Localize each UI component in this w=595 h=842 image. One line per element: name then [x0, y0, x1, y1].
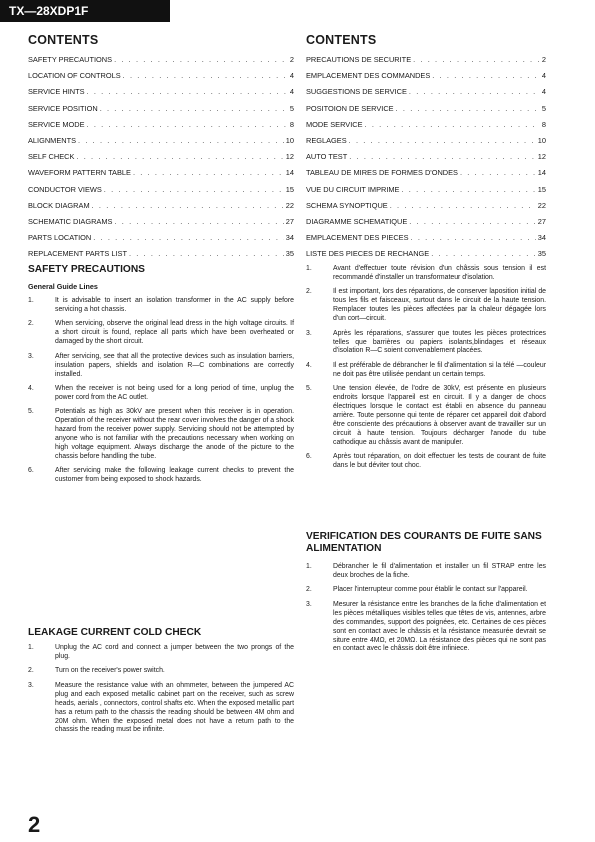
- toc-entry-page: 2: [541, 55, 546, 64]
- contents-title-fr: CONTENTS: [306, 33, 377, 47]
- toc-entry-label: REPLACEMENT PARTS LIST: [28, 249, 127, 259]
- numbered-item: [28, 408, 294, 461]
- toc-entry-label: LISTE DES PIECES DE RECHANGE: [306, 249, 430, 259]
- toc-entry-page: 5: [541, 103, 546, 113]
- toc-entry-label: SCHEMATIC DIAGRAMS: [28, 216, 113, 226]
- numbered-item: [306, 362, 546, 380]
- item-number: 1.: [28, 297, 34, 304]
- toc-entry-label: SERVICE HINTS: [28, 87, 85, 97]
- toc-dot-leader: [104, 185, 284, 194]
- toc-entry: [306, 120, 546, 136]
- toc-entry-label: SAFETY PRECAUTIONS: [28, 55, 113, 64]
- numbered-item: [28, 385, 294, 403]
- toc-entry: [306, 217, 546, 233]
- numbered-item: [28, 320, 294, 347]
- safety-precautions-heading: SAFETY PRECAUTIONS: [28, 264, 145, 275]
- toc-entry-page: 8: [289, 119, 294, 129]
- item-number: 6.: [306, 453, 312, 461]
- item-number: 1.: [306, 563, 312, 570]
- toc-entry: [306, 168, 546, 184]
- toc-entry-page: 15: [537, 184, 546, 194]
- toc-dot-leader: [396, 104, 540, 113]
- item-number: 2.: [306, 586, 312, 594]
- toc-entry-page: 27: [537, 216, 546, 226]
- toc-entry: [306, 55, 546, 71]
- item-number: 4.: [306, 361, 312, 369]
- toc-dot-leader: [123, 71, 288, 80]
- general-guide-lines-heading: General Guide Lines: [28, 282, 98, 291]
- toc-entry-label: ALIGNMENTS: [28, 135, 77, 145]
- safety-precautions-list: [28, 297, 294, 491]
- verification-list: [306, 563, 546, 660]
- toc-entry: [28, 249, 294, 265]
- numbered-item: [28, 667, 294, 676]
- toc-entry: [306, 71, 546, 87]
- toc-entry-label: REGLAGES: [306, 135, 347, 145]
- item-number: 3.: [306, 600, 312, 608]
- toc-entry-label: EMPLACEMENT DES PIECES: [306, 233, 409, 243]
- item-number: 4.: [28, 385, 34, 393]
- toc-entry-label: POSITOION DE SERVICE: [306, 103, 394, 113]
- toc-entry-label: SELF CHECK: [28, 152, 75, 162]
- toc-entry: [306, 152, 546, 168]
- toc-entry-label: SCHEMA SYNOPTIQUE: [306, 200, 388, 210]
- toc-entry-page: 22: [285, 200, 294, 210]
- toc-dot-leader: [409, 217, 535, 226]
- toc-entry-page: 5: [289, 103, 294, 113]
- toc-dot-leader: [114, 55, 288, 64]
- toc-entry: [306, 201, 546, 217]
- numbered-item: [28, 353, 294, 380]
- toc-dot-leader: [76, 152, 283, 161]
- toc-entry-page: 10: [537, 135, 546, 145]
- numbered-item: [306, 601, 546, 654]
- toc-entry-page: 4: [289, 87, 294, 97]
- toc-entry-label: TABLEAU DE MIRES DE FORMES D'ONDES: [306, 168, 458, 178]
- toc-dot-leader: [87, 87, 288, 96]
- item-number: 2.: [28, 320, 34, 328]
- page-number: 2: [28, 812, 41, 837]
- toc-dot-leader: [365, 120, 540, 129]
- contents-title-en: CONTENTS: [28, 33, 99, 47]
- toc-entry-page: 15: [285, 184, 294, 194]
- toc-entry: [28, 104, 294, 120]
- numbered-item: [306, 563, 546, 581]
- toc-entry-label: SUGGESTIONS DE SERVICE: [306, 87, 407, 97]
- toc-entry-page: 4: [541, 71, 546, 81]
- numbered-item: [28, 644, 294, 662]
- item-number: 3.: [28, 352, 34, 360]
- toc-entry-label: CONDUCTOR VIEWS: [28, 184, 102, 194]
- toc-entry-page: 27: [285, 216, 294, 226]
- toc-dot-leader: [133, 168, 284, 177]
- table-of-contents-fr: [306, 55, 546, 265]
- item-number: 2.: [306, 288, 312, 296]
- model-number-tab: [0, 0, 170, 22]
- toc-entry: [28, 120, 294, 136]
- toc-entry: [306, 185, 546, 201]
- toc-entry: [28, 185, 294, 201]
- numbered-item: [28, 297, 294, 315]
- toc-entry-label: SERVICE MODE: [28, 119, 85, 129]
- toc-dot-leader: [92, 201, 284, 210]
- numbered-item: [28, 682, 294, 735]
- toc-entry-page: 22: [537, 200, 546, 210]
- item-text: Après les réparations, s'assurer que toutes les pièces protectrices telles que barrières ou papiers isolants,blindages et réseaux d'isolation R—C soient convenablement placées.: [333, 329, 546, 355]
- item-text: Débrancher le fil d'alimentation et installer un fil STRAP entre les deux broches de la fiche.: [333, 563, 546, 579]
- numbered-item: [306, 330, 546, 357]
- leakage-current-heading: LEAKAGE CURRENT COLD CHECK: [28, 627, 202, 638]
- item-text: Une tension élevée, de l'odre de 30kV, est présente en plusieurs endroits lorsque l'appareil est en circuit. Il y a danger de chocs électriques lorsque le contact est établi en absence du panneau arrière. Toute personne qui tente de réparer cet appareil doit d'abord être consciente des précautions à observer avant de travailler sur un circuit à haute tension. Toujours décharger l'anode du tube cathodique au châssis avant de manipuler.: [333, 385, 546, 446]
- item-text: Turn on the receiver's power switch.: [55, 667, 165, 675]
- toc-entry: [28, 152, 294, 168]
- numbered-item: [306, 453, 546, 471]
- item-number: 3.: [306, 329, 312, 337]
- toc-entry-label: SERVICE POSITION: [28, 103, 98, 113]
- toc-entry-page: 35: [537, 249, 546, 259]
- table-of-contents-en: [28, 55, 294, 265]
- toc-dot-leader: [460, 168, 536, 177]
- precautions-securite-list: [306, 265, 546, 477]
- numbered-item: [306, 586, 546, 595]
- toc-dot-leader: [431, 249, 536, 258]
- toc-entry-label: AUTO TEST: [306, 152, 348, 162]
- toc-entry: [28, 233, 294, 249]
- toc-entry: [306, 87, 546, 103]
- toc-dot-leader: [349, 152, 536, 161]
- toc-dot-leader: [390, 201, 536, 210]
- verification-heading: VERIFICATION DES COURANTS DE FUITE SANS ALIMENTATION: [306, 531, 542, 554]
- item-text: Avant d'effectuer toute révision d'un châssis sous tension il est recommandé d'installer un transformateur d'isolation.: [333, 265, 546, 281]
- item-text: Il est préférable de débrancher le fil d'alimentation si la télé —couleur ne doit pas être utilisée pendant un certain temps.: [333, 361, 546, 378]
- item-number: 2.: [28, 667, 34, 675]
- item-text: When the receiver is not being used for a long period of time, unplug the power cord from the AC outlet.: [55, 385, 294, 401]
- toc-entry-page: 14: [285, 168, 294, 178]
- toc-entry-page: 4: [541, 87, 546, 97]
- item-text: Mesurer la résistance entre les branches de la fiche d'alimentation et les pièces métalliques visibles telles que têtes de vis, antennes, arbre des commandes, support des poignées, etc. Certaines de ces pièces sont en contact avec le châssis et la résistance measurée devrait se siture entre 4MΩ, et 20MΩ. La résistance des pièces qui ne sont pas en contact avec le châssis doit être infiniece.: [333, 600, 546, 653]
- toc-entry: [28, 71, 294, 87]
- numbered-item: [28, 467, 294, 485]
- toc-entry-label: PRECAUTIONS DE SECURITE: [306, 55, 412, 64]
- toc-entry: [306, 104, 546, 120]
- toc-dot-leader: [129, 249, 284, 258]
- toc-entry-page: 12: [537, 152, 546, 162]
- toc-entry: [28, 55, 294, 71]
- numbered-item: [306, 385, 546, 447]
- item-number: 1.: [28, 644, 34, 651]
- item-number: 3.: [28, 681, 34, 689]
- toc-entry-page: 35: [285, 249, 294, 259]
- item-number: 6.: [28, 467, 34, 475]
- item-text: It is advisable to insert an isolation transformer in the AC supply before servicing a hot chassis.: [55, 297, 294, 313]
- toc-entry-page: 10: [285, 135, 294, 145]
- numbered-item: [306, 265, 546, 283]
- item-text: Unplug the AC cord and connect a jumper between the two prongs of the plug.: [55, 644, 294, 660]
- toc-entry-label: BLOCK DIAGRAM: [28, 200, 90, 210]
- toc-entry: [306, 233, 546, 249]
- toc-dot-leader: [93, 233, 284, 242]
- toc-entry: [28, 87, 294, 103]
- item-text: Potentials as high as 30kV are present when this receiver is in operation. Operation of the receiver without the rear cover involves the danger of a shock hazard from the receiver power supply. Servicing should not be attempted by anyone who is not familiar with the precautions necessary when working on high voltage equipment. Always discharge the anode of the picture to the chassis before handling the tube.: [55, 408, 295, 460]
- toc-entry-page: 14: [537, 168, 546, 178]
- toc-dot-leader: [409, 87, 540, 96]
- toc-entry: [28, 201, 294, 217]
- toc-dot-leader: [411, 233, 536, 242]
- toc-entry-page: 2: [289, 55, 294, 64]
- toc-dot-leader: [87, 120, 288, 129]
- item-text: Il est important, lors des réparations, de conserver laposition initial de tous les fils et faisceaux, surtout dans le circuit de la haute tension. Remplacer toutes les pièces affectées par la chaleur dégagée lors d'un cort—circuit.: [333, 288, 546, 323]
- toc-entry: [306, 249, 546, 265]
- toc-entry-label: LOCATION OF CONTROLS: [28, 71, 121, 81]
- toc-entry-page: 34: [537, 233, 546, 243]
- toc-entry-label: VUE DU CIRCUIT IMPRIME: [306, 184, 400, 194]
- toc-dot-leader: [114, 217, 283, 226]
- item-text: After servicing make the following leakage current checks to prevent the customer from being exposed to shock hazards.: [55, 467, 294, 484]
- item-text: When servicing, observe the original lead dress in the high voltage circuits. If a short circuit is found, replace all parts which have been overheated or damaged by the short circuit.: [55, 320, 294, 346]
- toc-entry-label: WAVEFORM PATTERN TABLE: [28, 168, 131, 178]
- model-number: TX—28XDP1F: [9, 4, 89, 18]
- toc-entry-label: MODE SERVICE: [306, 119, 363, 129]
- toc-entry: [28, 217, 294, 233]
- toc-entry-page: 12: [285, 152, 294, 162]
- item-number: 5.: [28, 408, 34, 416]
- toc-dot-leader: [100, 104, 288, 113]
- toc-entry-page: 8: [541, 119, 546, 129]
- toc-dot-leader: [413, 55, 540, 64]
- toc-entry: [28, 136, 294, 152]
- toc-entry-page: 34: [285, 233, 294, 243]
- item-text: Measure the resistance value with an ohmmeter, between the jumpered AC plug and each exposed metallic cabinet part on the receiver, such as screw heads, aerials , connectors, control shafts etc. When the exposed metallic part has a return path to the chassis the reading should be between 4M ohm and 20M ohm. When the exposed metal does not have a return path to the chassis the reading must be infinite.: [55, 681, 294, 734]
- toc-dot-leader: [349, 136, 536, 145]
- item-text: After servicing, see that all the protective devices such as insulation barriers, insulation papers, shields and isolation R—C combinations are correctly installed.: [55, 352, 294, 378]
- toc-entry: [28, 168, 294, 184]
- toc-entry-label: EMPLACEMENT DES COMMANDES: [306, 71, 431, 81]
- toc-entry: [306, 136, 546, 152]
- toc-entry-page: 4: [289, 71, 294, 81]
- numbered-item: [306, 288, 546, 324]
- toc-entry-label: DIAGRAMME SCHEMATIQUE: [306, 216, 408, 226]
- item-number: 1.: [306, 265, 312, 272]
- toc-dot-leader: [78, 136, 284, 145]
- item-number: 5.: [306, 385, 312, 393]
- toc-entry-label: PARTS LOCATION: [28, 233, 92, 243]
- toc-dot-leader: [432, 71, 540, 80]
- toc-dot-leader: [401, 185, 535, 194]
- item-text: Placer l'interrupteur comme pour établir le contact sur l'appareil.: [333, 586, 528, 594]
- item-text: Après tout réparation, on doit effectuer les tests de courant de fuite dans le but déviter tout choc.: [333, 453, 546, 470]
- leakage-current-list: [28, 644, 294, 741]
